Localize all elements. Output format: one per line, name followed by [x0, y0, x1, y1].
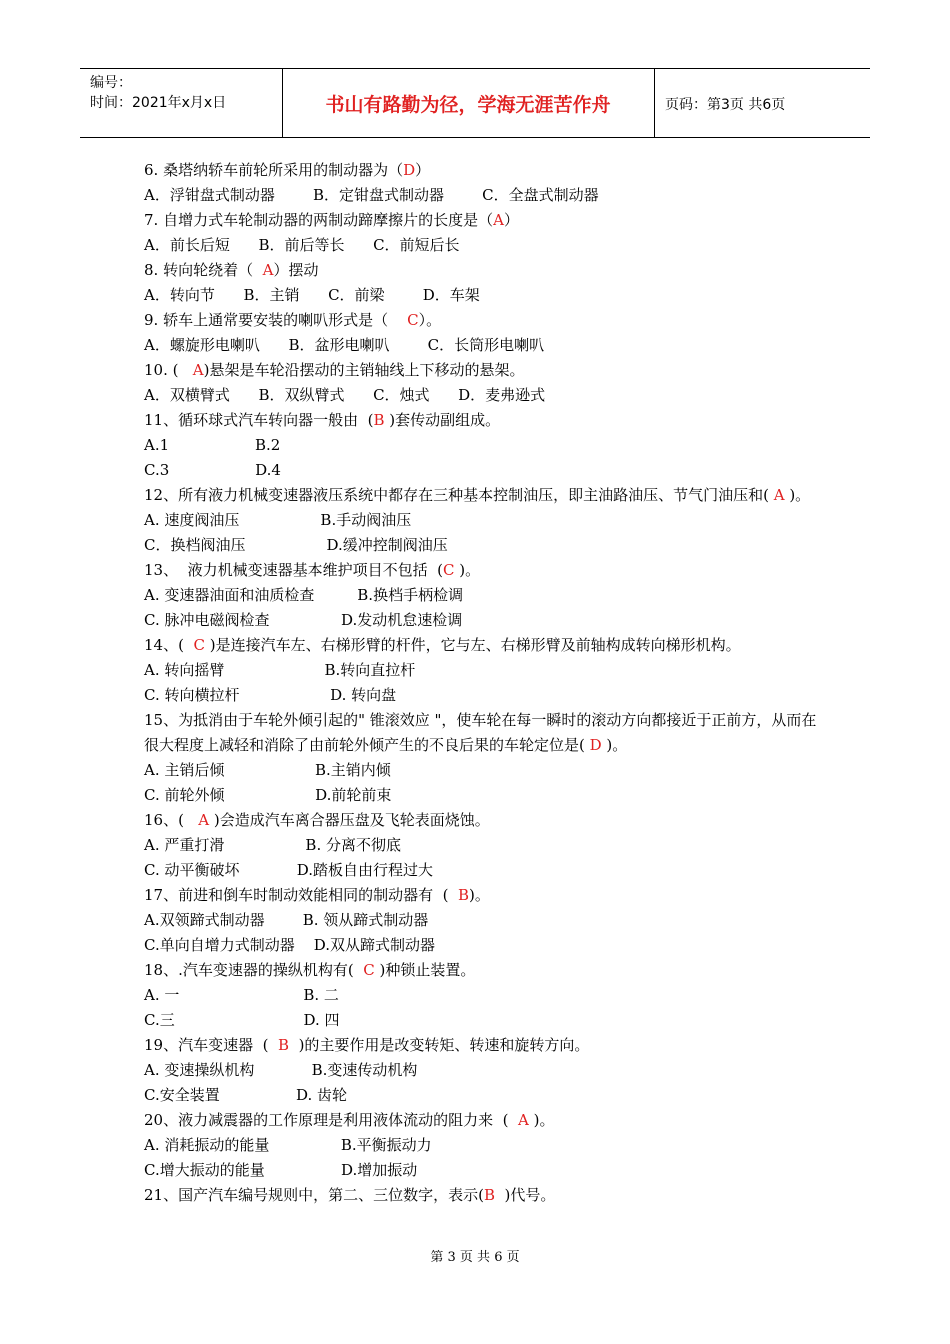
text-line	[144, 233, 824, 258]
line-text: 12、所有液力机械变速器液压系统中都存在三种基本控制油压，即主油路油压、节气门油压和(	[144, 486, 774, 504]
text-line	[144, 1133, 824, 1158]
text-line	[144, 708, 824, 758]
line-text: A．前长后短 B．前后等长 C．前短后长	[144, 236, 460, 254]
line-text: 18、.汽车变速器的操纵机构有(	[144, 961, 364, 979]
line-text: C.单向自增力式制动器 D.双从蹄式制动器	[144, 936, 436, 954]
text-line	[144, 933, 824, 958]
line-text: 7. 自增力式车轮制动器的两制动蹄摩擦片的长度是（	[144, 211, 494, 229]
text-line	[144, 683, 824, 708]
line-text: A．转向节 B．主销 C．前梁 D．车架	[144, 286, 480, 304]
answer-mark: D	[403, 161, 416, 179]
answer-mark: C	[407, 311, 419, 329]
text-line	[144, 358, 824, 383]
text-line	[144, 858, 824, 883]
page-header	[80, 68, 870, 138]
line-text: C. 转向横拉杆 D. 转向盘	[144, 686, 397, 704]
answer-mark: A	[192, 361, 204, 379]
question-list	[144, 158, 824, 1208]
line-text: A.双领蹄式制动器 B. 领从蹄式制动器	[144, 911, 429, 929]
answer-mark: A	[198, 811, 210, 829]
line-text: )。	[784, 486, 811, 504]
answer-mark: B	[483, 1186, 495, 1204]
line-text: 21、国产汽车编号规则中，第二、三位数字，表示(	[144, 1186, 484, 1204]
line-text: A. 消耗振动的能量 B.平衡振动力	[144, 1136, 432, 1154]
text-line	[144, 483, 824, 508]
line-text: 13、 液力机械变速器基本维护项目不包括 (	[144, 561, 444, 579]
answer-mark: B	[458, 886, 470, 904]
line-text: )种锁止装置。	[374, 961, 476, 979]
line-text: ）	[415, 161, 431, 179]
line-text: C.安全装置 D. 齿轮	[144, 1086, 348, 1104]
text-line	[144, 1158, 824, 1183]
line-text: A. 变速器油面和油质检查 B.换档手柄检调	[144, 586, 464, 604]
text-line	[144, 433, 824, 458]
answer-mark: C	[193, 636, 205, 654]
text-line	[144, 583, 824, 608]
text-line	[144, 983, 824, 1008]
text-line	[144, 1108, 824, 1133]
line-text: ）	[503, 211, 519, 229]
line-text: C．换档阀油压 D.缓冲控制阀油压	[144, 536, 448, 554]
text-line	[144, 1033, 824, 1058]
line-text: 17、前进和倒车时制动效能相同的制动器有 (	[144, 886, 459, 904]
text-line	[144, 883, 824, 908]
line-text: 16、(	[144, 811, 199, 829]
line-text: 6. 桑塔纳轿车前轮所采用的制动器为（	[144, 161, 404, 179]
header-meta	[90, 73, 226, 113]
text-line	[144, 758, 824, 783]
text-line	[144, 808, 824, 833]
line-text: A. 转向摇臂 B.转向直拉杆	[144, 661, 416, 679]
text-line	[144, 608, 824, 633]
line-text: A. 一 B. 二	[144, 986, 339, 1004]
answer-mark: A	[773, 486, 785, 504]
text-line	[144, 333, 824, 358]
text-line	[144, 783, 824, 808]
answer-mark: B	[373, 411, 385, 429]
text-line	[144, 633, 824, 658]
text-line	[144, 1083, 824, 1108]
text-line	[144, 458, 824, 483]
text-line	[144, 158, 824, 183]
number-label: 编号：	[90, 75, 132, 91]
line-text: 15、为抵消由于车轮外倾引起的" 锥滚效应 "，使车轮在每一瞬时的滚动方向都接近于正前方，从而在很大程度上减轻和消除了由前轮外倾产生的不良后果的车轮定位是(	[144, 711, 817, 754]
line-text: 11、循环球式汽车转向器一般由 (	[144, 411, 374, 429]
text-line	[144, 283, 824, 308]
line-text: )是连接汽车左、右梯形臂的杆件，它与左、右梯形臂及前轴构成转向梯形机构。	[204, 636, 741, 654]
line-text: A. 变速操纵机构 B.变速传动机构	[144, 1061, 418, 1079]
line-text: A．螺旋形电喇叭 B．盆形电喇叭 C．长筒形电喇叭	[144, 336, 545, 354]
line-text: 19、汽车变速器 (	[144, 1036, 279, 1054]
answer-mark: C	[443, 561, 455, 579]
line-text: 8. 转向轮绕着（	[144, 261, 263, 279]
answer-mark: A	[262, 261, 274, 279]
line-text: 14、(	[144, 636, 194, 654]
text-line	[144, 183, 824, 208]
line-text: A．双横臂式 B．双纵臂式 C．烛式 D．麦弗逊式	[144, 386, 546, 404]
line-text: ）摆动	[273, 261, 319, 279]
line-text: )的主要作用是改变转矩、转速和旋转方向。	[289, 1036, 590, 1054]
text-line	[144, 258, 824, 283]
line-text: C.增大振动的能量 D.增加振动	[144, 1161, 418, 1179]
line-text: )会造成汽车离合器压盘及飞轮表面烧蚀。	[209, 811, 490, 829]
text-line	[144, 383, 824, 408]
time-label: 时间：2021年x月x日	[90, 95, 227, 111]
text-line	[144, 1058, 824, 1083]
line-text: )。	[528, 1111, 555, 1129]
answer-mark: B	[278, 1036, 290, 1054]
text-line	[144, 408, 824, 433]
line-text: )悬架是车轮沿摆动的主销轴线上下移动的悬架。	[203, 361, 525, 379]
answer-mark: A	[518, 1111, 529, 1129]
text-line	[144, 1008, 824, 1033]
text-line	[144, 1183, 824, 1208]
line-text: )。	[601, 736, 628, 754]
text-line	[144, 308, 824, 333]
text-line	[144, 558, 824, 583]
line-text: )。	[454, 561, 481, 579]
answer-mark: C	[363, 961, 375, 979]
line-text: A. 严重打滑 B. 分离不彻底	[144, 836, 401, 854]
line-text: 20、液力减震器的工作原理是利用液体流动的阻力来 (	[144, 1111, 519, 1129]
line-text: A．浮钳盘式制动器 B．定钳盘式制动器 C．全盘式制动器	[144, 186, 599, 204]
line-text: C.3 D.4	[144, 461, 281, 479]
line-text: 10. (	[144, 361, 193, 379]
text-line	[144, 508, 824, 533]
answer-mark: D	[589, 736, 602, 754]
line-text: )套传动副组成。	[384, 411, 501, 429]
line-text: A. 主销后倾 B.主销内倾	[144, 761, 391, 779]
line-text: )代号。	[494, 1186, 556, 1204]
header-divider	[654, 69, 655, 137]
line-text: C. 脉冲电磁阀检查 D.发动机怠速检调	[144, 611, 463, 629]
line-text: C. 动平衡破坏 D.踏板自由行程过大	[144, 861, 433, 879]
header-page-number: 页码：第3页 共6页	[665, 97, 786, 113]
text-line	[144, 533, 824, 558]
line-text: )。	[469, 886, 490, 904]
answer-mark: A	[493, 211, 504, 229]
line-text: ）。	[418, 311, 442, 329]
text-line	[144, 958, 824, 983]
page-footer: 第 3 页 共 6 页	[430, 1250, 520, 1265]
text-line	[144, 658, 824, 683]
line-text: 9. 轿车上通常要安装的喇叭形式是（	[144, 311, 408, 329]
header-motto: 书山有路勤为径，学海无涯苦作舟	[325, 94, 611, 116]
line-text: C. 前轮外倾 D.前轮前束	[144, 786, 392, 804]
text-line	[144, 908, 824, 933]
line-text: A. 速度阀油压 B.手动阀油压	[144, 511, 412, 529]
text-line	[144, 833, 824, 858]
line-text: C.三 D. 四	[144, 1011, 340, 1029]
text-line	[144, 208, 824, 233]
line-text: A.1 B.2	[144, 436, 281, 454]
